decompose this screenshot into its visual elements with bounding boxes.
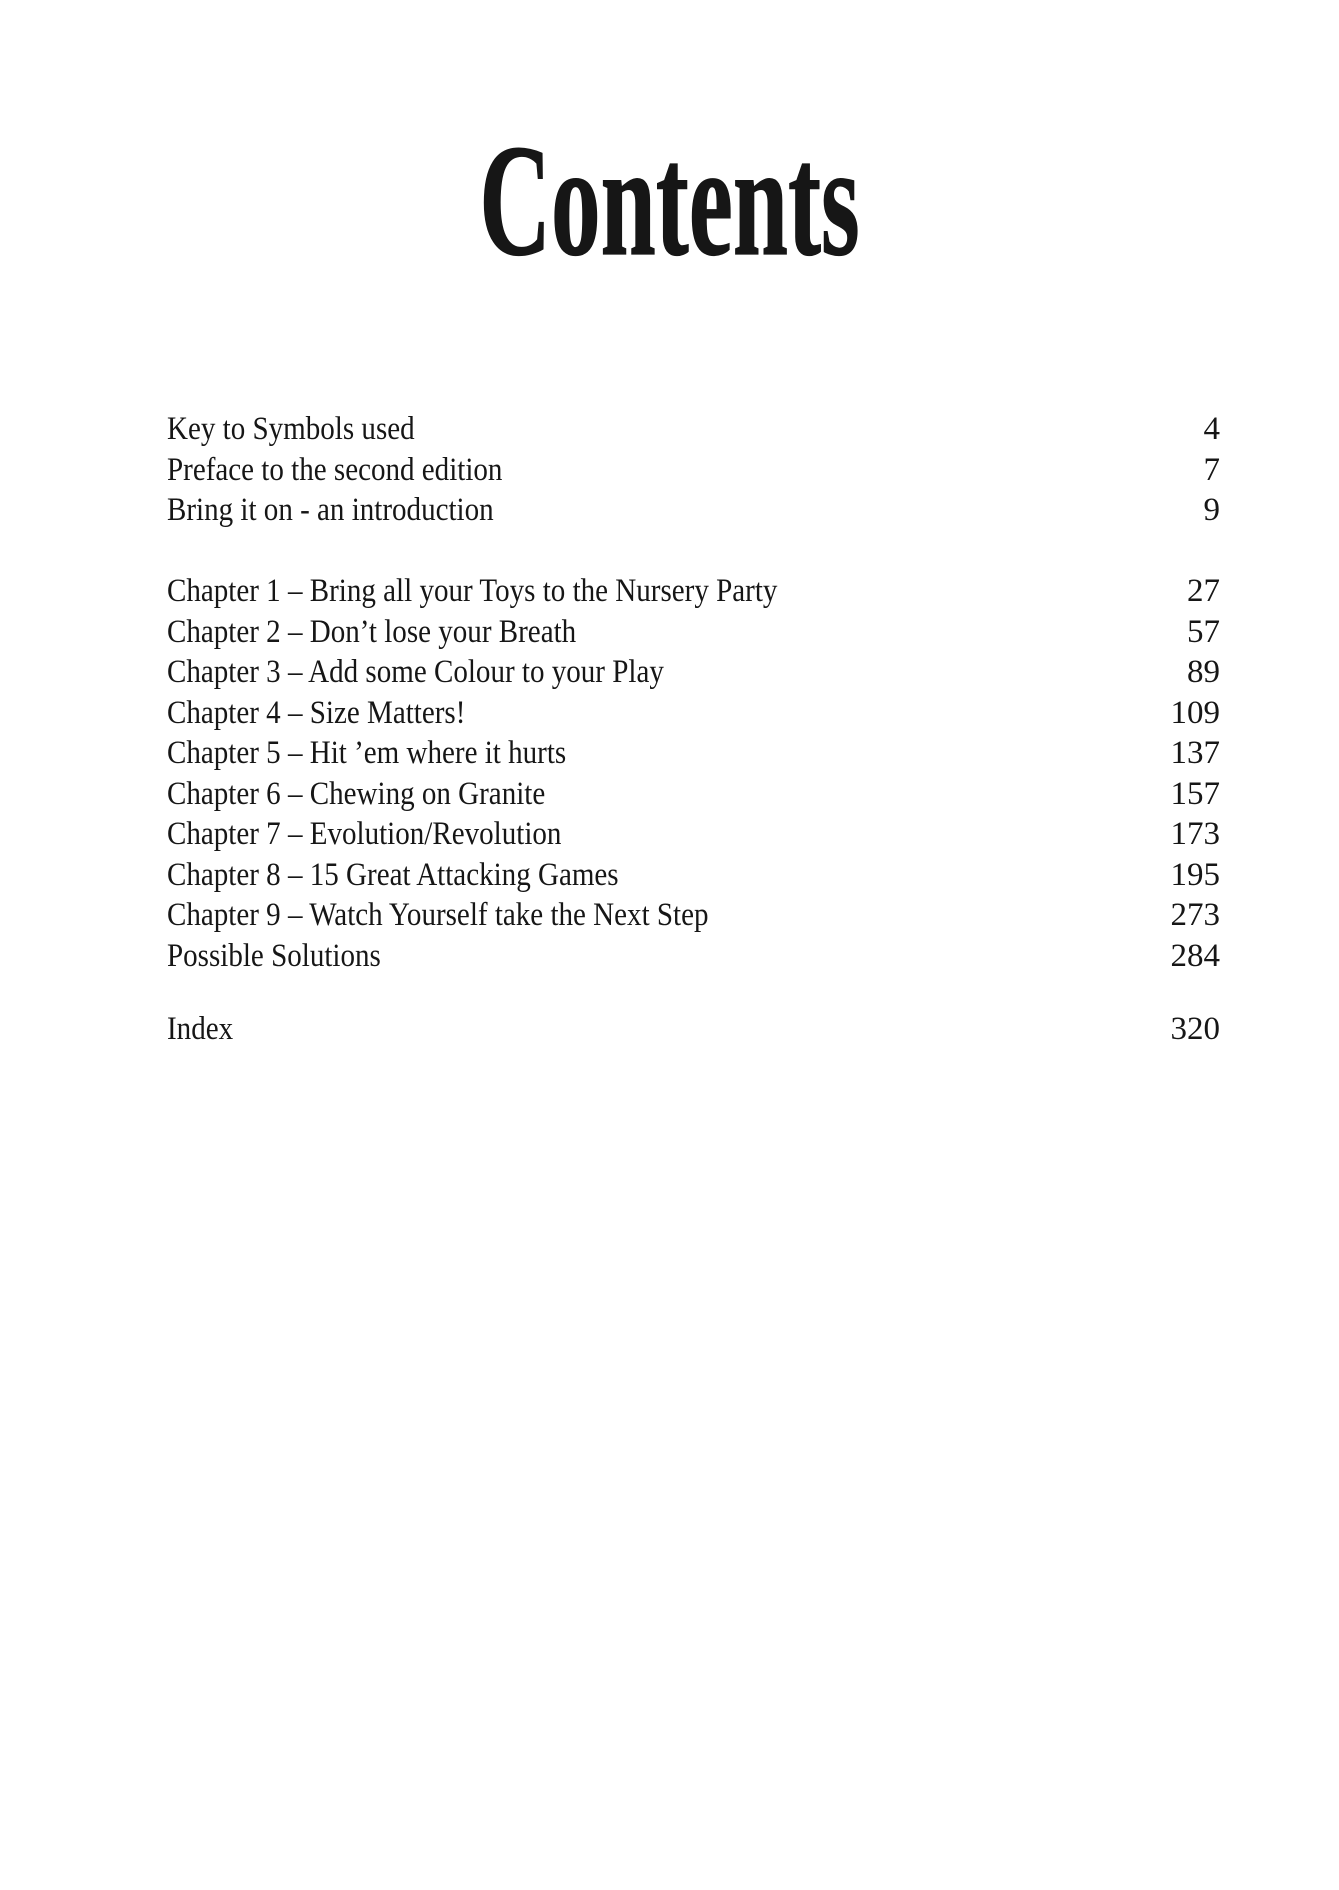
toc-row: [167, 895, 1220, 936]
toc-entry-label: Chapter 1 – Bring all your Toys to the Nursery Party: [167, 573, 778, 609]
toc-entry-label: Chapter 3 – Add some Colour to your Play: [167, 654, 664, 690]
toc-row: [167, 774, 1220, 815]
toc-row: [167, 409, 1220, 450]
toc-row: [167, 571, 1220, 612]
toc-row: [167, 855, 1220, 896]
toc-entry-page-number: 9: [1203, 492, 1220, 528]
toc-row: [167, 733, 1220, 774]
toc-entry-page-number: 137: [1170, 735, 1220, 771]
toc-row: [167, 936, 1220, 977]
toc-entry-page-number: 89: [1187, 654, 1220, 690]
toc-entry-label: Bring it on - an introduction: [167, 492, 494, 528]
toc-row: [167, 490, 1220, 531]
toc-entry-label: Possible Solutions: [167, 937, 381, 974]
toc-entry-page-number: 109: [1170, 694, 1220, 731]
toc-row: [167, 450, 1220, 491]
toc-row: [167, 693, 1220, 734]
toc-entry-page-number: 195: [1170, 856, 1220, 893]
toc-entry-label: Key to Symbols used: [167, 411, 415, 447]
toc-entry-page-number: 57: [1187, 613, 1220, 650]
table-of-contents: [167, 409, 1220, 1050]
toc-entry-label: Preface to the second edition: [167, 451, 503, 488]
toc-entry-page-number: 7: [1203, 451, 1220, 488]
toc-row: [167, 652, 1220, 693]
toc-entry-label: Chapter 9 – Watch Yourself take the Next Step: [167, 897, 709, 933]
toc-entry-page-number: 173: [1170, 816, 1220, 852]
toc-entry-page-number: 27: [1187, 573, 1220, 609]
toc-group-separator: [167, 976, 1220, 1009]
toc-row: [167, 1009, 1220, 1050]
toc-group-separator: [167, 531, 1220, 572]
toc-entry-page-number: 320: [1170, 1011, 1220, 1047]
toc-entry-label: Chapter 8 – 15 Great Attacking Games: [167, 856, 619, 893]
toc-entry-label: Index: [167, 1011, 234, 1047]
toc-entry-label: Chapter 2 – Don’t lose your Breath: [167, 613, 577, 650]
toc-row: [167, 814, 1220, 855]
toc-entry-page-number: 273: [1170, 897, 1220, 933]
toc-entry-label: Chapter 6 – Chewing on Granite: [167, 775, 546, 812]
page-title: Contents: [479, 111, 860, 289]
toc-entry-label: Chapter 4 – Size Matters!: [167, 694, 466, 731]
toc-entry-page-number: 284: [1170, 937, 1220, 974]
toc-entry-label: Chapter 7 – Evolution/Revolution: [167, 816, 562, 852]
toc-entry-page-number: 4: [1203, 411, 1220, 447]
toc-row: [167, 612, 1220, 653]
toc-entry-label: Chapter 5 – Hit ’em where it hurts: [167, 735, 567, 771]
toc-entry-page-number: 157: [1170, 775, 1220, 812]
